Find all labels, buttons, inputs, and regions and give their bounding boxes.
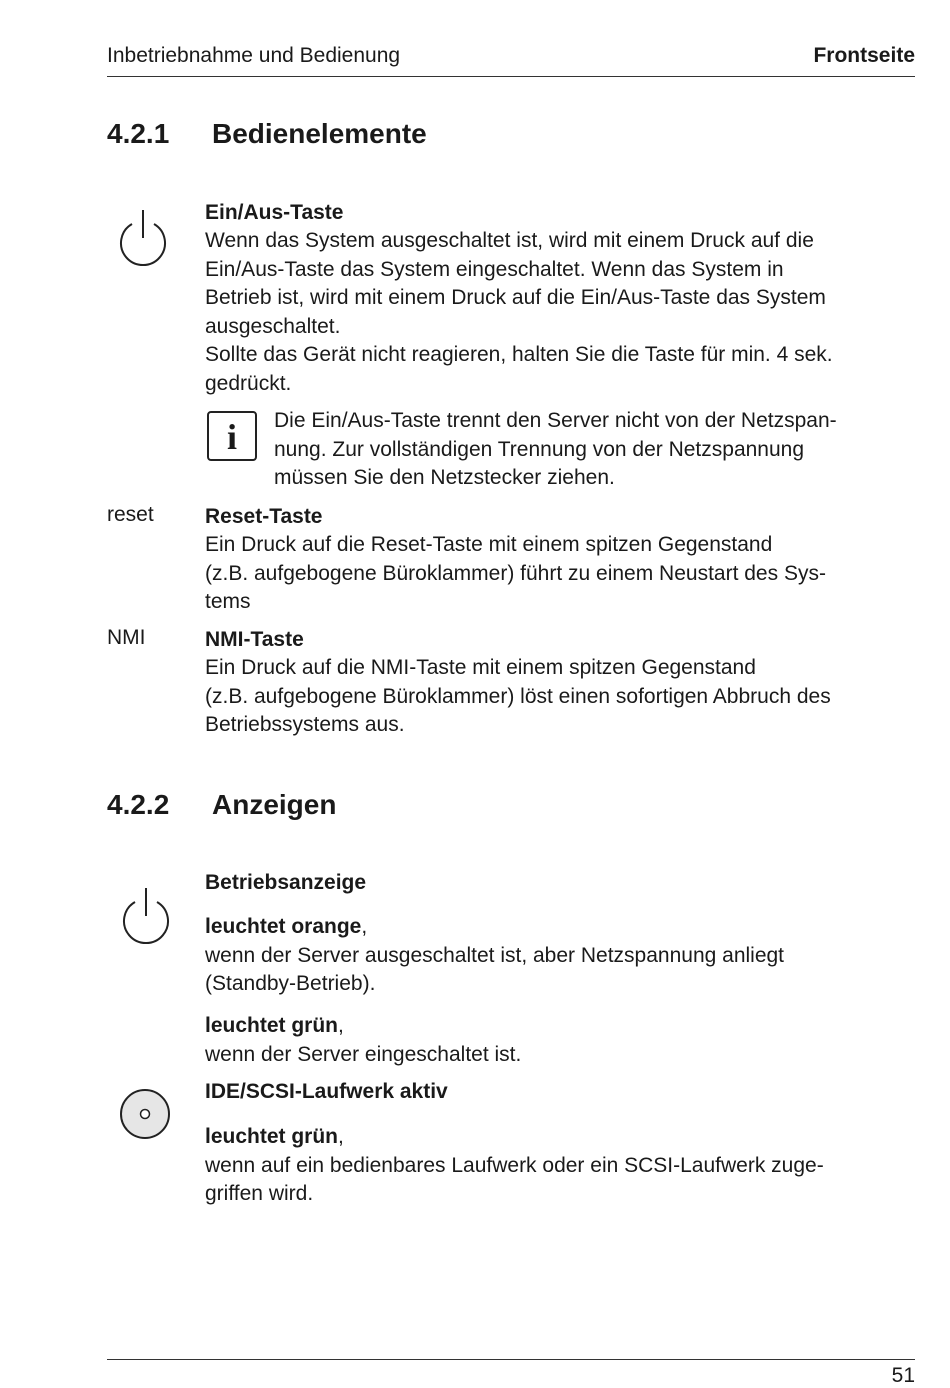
page-number: 51 — [891, 1364, 915, 1387]
reset-label: reset — [107, 503, 154, 526]
nmi-label: NMI — [107, 626, 146, 649]
text-line: (Standby-Betrieb). — [205, 972, 376, 995]
text-line: gedrückt. — [205, 371, 292, 395]
text-line: Betriebssystems aus. — [205, 713, 405, 736]
state-label: leuchtet grün — [205, 1014, 339, 1037]
text-line: Ein Druck auf die NMI-Taste mit einem spitzen Gegenstand — [205, 656, 756, 679]
drive-indicator-state: leuchtet grün, wenn auf ein bedienbares Laufwerk oder ein SCSI-Laufwerk zuge- griffen wird. — [205, 1123, 905, 1209]
text-line: Betrieb ist, wird mit einem Druck auf die Ein/Aus-Taste das System — [205, 286, 826, 309]
state-label: leuchtet orange — [205, 915, 362, 938]
text-line: wenn der Server eingeschaltet ist. — [205, 1042, 522, 1066]
power-button-heading: Ein/Aus-Taste — [205, 201, 344, 224]
section-title: Anzeigen — [212, 789, 337, 820]
nmi-button-description — [205, 654, 905, 740]
running-header-right: Frontseite — [813, 44, 915, 67]
drive-indicator-heading: IDE/SCSI-Laufwerk aktiv — [205, 1080, 448, 1103]
power-indicator-heading: Betriebsanzeige — [205, 871, 367, 894]
power-indicator-state-green: leuchtet grün, wenn der Server eingeschaltet ist. — [205, 1012, 905, 1069]
text-line: wenn der Server ausgeschaltet ist, aber Netzspannung anliegt — [205, 943, 785, 967]
power-icon — [118, 886, 174, 948]
text-line: Die Ein/Aus-Taste trennt den Server nicht von der Netzspan- — [274, 409, 837, 432]
running-header-left: Inbetriebnahme und Bedienung — [107, 44, 401, 67]
info-note-text — [274, 407, 914, 493]
text-line: Ein Druck auf die Reset-Taste mit einem spitzen Gegenstand — [205, 533, 773, 556]
text-line: Ein/Aus-Taste das System eingeschaltet. Wenn das System in — [205, 257, 784, 281]
text-line: nung. Zur vollständigen Trennung von der Netzspannung — [274, 437, 805, 461]
text-line: Sollte das Gerät nicht reagieren, halten Sie die Taste für min. 4 sek. — [205, 343, 833, 366]
reset-button-description — [205, 531, 905, 617]
footer-divider — [107, 1359, 915, 1360]
text-line: (z.B. aufgebogene Büroklammer) führt zu einem Neustart des Sys- — [205, 561, 826, 585]
text-line: Wenn das System ausgeschaltet ist, wird mit einem Druck auf die — [205, 229, 814, 252]
disk-icon — [118, 1087, 172, 1141]
text-line: tems — [205, 590, 251, 613]
text-line: ausgeschaltet. — [205, 314, 341, 338]
section-number: 4.2.2 — [107, 789, 170, 820]
section-title: Bedienelemente — [212, 118, 427, 149]
power-button-description — [205, 227, 905, 398]
text-line: (z.B. aufgebogene Büroklammer) löst einen sofortigen Abbruch des — [205, 684, 831, 708]
section-number: 4.2.1 — [107, 118, 170, 149]
reset-button-heading: Reset-Taste — [205, 505, 323, 528]
power-indicator-state-orange: leuchtet orange, wenn der Server ausgeschaltet ist, aber Netzspannung anliegt (Standby-Betrieb). — [205, 913, 905, 999]
text-line: griffen wird. — [205, 1182, 314, 1205]
header-divider — [107, 76, 915, 77]
state-label: leuchtet grün — [205, 1125, 339, 1148]
nmi-button-heading: NMI-Taste — [205, 628, 304, 651]
text-line: wenn auf ein bedienbares Laufwerk oder ein SCSI-Laufwerk zuge- — [205, 1153, 824, 1177]
info-icon: i — [207, 411, 257, 461]
text-line: müssen Sie den Netzstecker ziehen. — [274, 466, 615, 489]
power-icon — [115, 208, 171, 270]
